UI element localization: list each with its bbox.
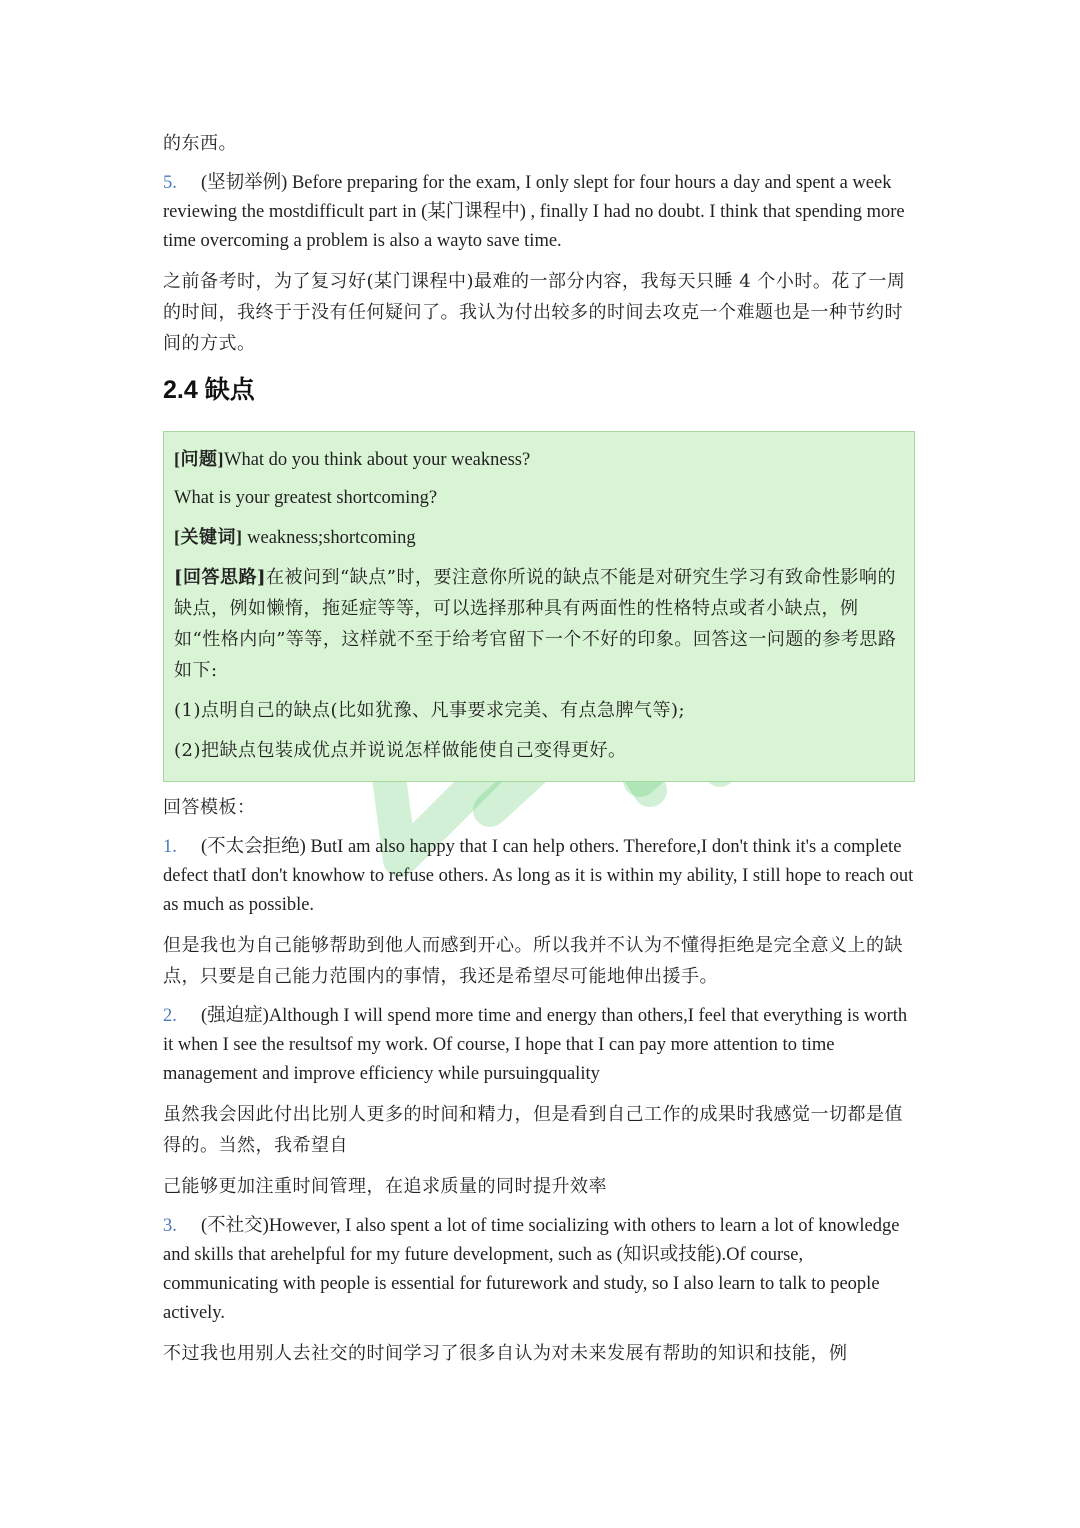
approach-text: 在被问到“缺点”时，要注意你所说的缺点不能是对研究生学习有致命性影响的缺点，例如懒惰，拖延症等等，可以选择那种具有两面性的性格特点或者小缺点，例如“性格内向”等等，这样就不至于给考官留下一个不好的印象。回答这一问题的参考思路如下: xyxy=(174,567,897,681)
section-heading: 2.4 缺点 xyxy=(163,376,255,404)
item-1-english xyxy=(163,833,915,920)
question-text: What do you think about your weakness? xyxy=(224,450,531,470)
approach-step-2: (2)把缺点包装成优点并说说怎样做能使自己变得更好。 xyxy=(174,740,627,761)
item-text: (不太会拒绝) ButI am also happy that I can help others. Therefore,I don't think it's a complete defect thatI don't knowhow to refuse others. As long as it is within my ability, I still hope to reach out as much as possible. xyxy=(163,837,914,915)
item-3-english xyxy=(163,1212,915,1328)
question-box xyxy=(163,431,915,782)
item-number: 3. xyxy=(163,1216,177,1236)
item-text: (坚韧举例) Before preparing for the exam, I only slept for four hours a day and spent a week reviewing the mostdifficult part in (某门课程中) , finally I had no doubt. I think that spending more time overcoming a problem is also a wayto save time. xyxy=(163,173,905,251)
item-2-english xyxy=(163,1002,915,1089)
approach-label: [回答思路] xyxy=(174,567,267,588)
item-text: (强迫症)Although I will spend more time and energy than others,I feel that everything is worth it when I see the resultsof my work. Of course, I hope that I can pay more attention to time management and improve efficiency while pursuingquality xyxy=(163,1006,908,1084)
item-number: 2. xyxy=(163,1006,177,1026)
keywords-line xyxy=(174,522,904,553)
item-number: 1. xyxy=(163,837,177,857)
paragraph-intro-tail: 的东西。 xyxy=(163,133,237,154)
approach-step-1: (1)点明自己的缺点(比如犹豫、凡事要求完美、有点急脾气等); xyxy=(174,700,686,721)
item-number: 5. xyxy=(163,173,177,193)
item-2-chinese: 虽然我会因此付出比别人更多的时间和精力，但是看到自己工作的成果时我感觉一切都是值得的。当然，我希望自 xyxy=(163,1104,903,1156)
item-1-chinese: 但是我也为自己能够帮助到他人而感到开心。所以我并不认为不懂得拒绝是完全意义上的缺点，只要是自己能力范围内的事情，我还是希望尽可能地伸出援手。 xyxy=(163,935,903,987)
keywords-label: [关键词] xyxy=(174,527,243,547)
question-label: [问题] xyxy=(174,449,224,469)
item-5-english xyxy=(163,169,915,256)
question-line xyxy=(174,444,904,475)
answer-approach xyxy=(174,562,904,686)
item-5-chinese: 之前备考时，为了复习好(某门课程中)最难的一部分内容，我每天只睡 4 个小时。花了一周的时间，我终于于没有任何疑问了。我认为付出较多的时间去攻克一个难题也是一种节约时间的方式。 xyxy=(163,271,906,354)
item-3-chinese: 不过我也用别人去社交的时间学习了很多自认为对未来发展有帮助的知识和技能，例 xyxy=(163,1343,848,1364)
item-text: (不社交)However, I also spent a lot of time socializing with others to learn a lot of knowledge and skills that arehelpful for my future development, such as (知识或技能).Of course, communicating with people is essential for futurework and study, so I also learn to talk to people actively. xyxy=(163,1216,900,1323)
item-2-chinese-cont: 己能够更加注重时间管理，在追求质量的同时提升效率 xyxy=(163,1176,607,1197)
page-content xyxy=(163,128,915,1379)
template-label: 回答模板： xyxy=(163,797,256,818)
question-alt-line: What is your greatest shortcoming? xyxy=(174,488,438,508)
keywords-text: weakness;shortcoming xyxy=(242,528,416,548)
